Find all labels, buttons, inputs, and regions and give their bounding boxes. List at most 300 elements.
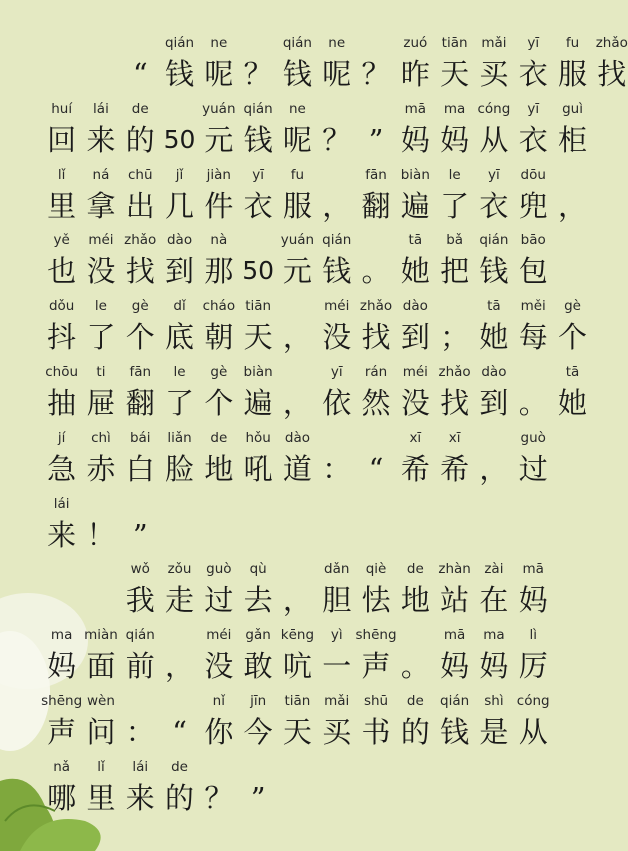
hanzi: 然 [361, 386, 391, 420]
character [356, 164, 395, 226]
hanzi: 找 [125, 254, 155, 289]
pinyin: liǎn [167, 429, 192, 446]
hanzi: 过 [518, 451, 548, 486]
pinyin: tā [565, 364, 580, 380]
hanzi: 走 [165, 583, 195, 618]
pinyin: de [210, 429, 228, 446]
punctuation [317, 98, 356, 160]
pinyin: huí [51, 100, 73, 117]
character [396, 295, 435, 357]
hanzi: 没 [86, 254, 116, 289]
hanzi: 妈 [479, 649, 509, 684]
punctuation [121, 32, 160, 94]
character [238, 164, 277, 226]
pinyin: yuán [280, 232, 315, 249]
character [553, 295, 592, 357]
pinyin: cháo [202, 298, 236, 315]
punctuation [278, 558, 317, 620]
hanzi: 天 [282, 715, 312, 749]
hanzi: 个 [125, 320, 155, 355]
character [160, 756, 199, 818]
character [199, 361, 238, 423]
character [356, 295, 395, 357]
punctuation [238, 32, 277, 94]
pinyin: mā [404, 100, 427, 117]
character [121, 427, 160, 489]
hanzi: 妈 [518, 583, 548, 618]
hanzi: 厉 [518, 649, 548, 684]
pinyin: yě [53, 232, 70, 249]
pinyin: nǐ [212, 693, 225, 709]
hanzi: 没 [400, 386, 430, 420]
hanzi: 声 [361, 649, 391, 684]
hanzi: 屉 [86, 386, 116, 420]
hanzi: 服 [282, 188, 312, 223]
pinyin: dǒu [48, 298, 75, 315]
pinyin: fu [565, 35, 580, 51]
pinyin: jīn [250, 693, 267, 709]
character [474, 690, 513, 752]
hanzi: 从 [479, 122, 509, 157]
pinyin: le [94, 298, 107, 315]
hanzi: 急 [47, 451, 77, 486]
hanzi: 天 [440, 57, 470, 91]
punctuation [474, 427, 513, 489]
punctuation [121, 690, 160, 752]
pinyin: chōu [45, 364, 79, 380]
character [514, 690, 553, 752]
character [81, 98, 120, 160]
hanzi: 衣 [518, 122, 548, 157]
hanzi: 面 [86, 649, 116, 684]
hanzi: 站 [440, 583, 470, 618]
pinyin: jǐ [175, 166, 184, 183]
pinyin: mā [522, 561, 544, 578]
character [474, 98, 513, 160]
character [396, 427, 435, 489]
pinyin: dōu [520, 166, 546, 183]
hanzi: 一 [322, 649, 352, 684]
hanzi: 哪 [47, 780, 77, 815]
pinyin: qián [440, 693, 470, 709]
character [396, 690, 435, 752]
character [238, 624, 277, 686]
text-line [0, 98, 628, 160]
pinyin: dào [481, 364, 507, 380]
character [121, 295, 160, 357]
punctuation [160, 690, 199, 752]
hanzi: 呢 [282, 122, 312, 157]
pinyin: bǎ [446, 232, 464, 249]
character [160, 361, 199, 423]
pinyin: zài [484, 561, 504, 578]
hanzi: 她 [400, 254, 430, 289]
punctuation [317, 427, 356, 489]
hanzi: 问 [86, 715, 116, 749]
character [317, 690, 356, 752]
hanzi: 了 [165, 386, 195, 420]
hanzi: 地 [204, 451, 234, 486]
pinyin: lái [53, 495, 70, 512]
character [238, 295, 277, 357]
pinyin: wǒ [130, 561, 150, 578]
character [160, 229, 199, 291]
hanzi: ， [165, 649, 195, 684]
character [514, 427, 553, 489]
pinyin: zhǎo [124, 232, 157, 249]
hanzi: 的 [400, 715, 430, 749]
text-line [0, 427, 628, 489]
pinyin: dào [284, 429, 310, 446]
pinyin: zhǎo [595, 35, 628, 51]
pinyin: yì [330, 627, 343, 644]
character [42, 756, 81, 818]
hanzi: 过 [204, 583, 234, 618]
hanzi: 钱 [282, 57, 312, 91]
hanzi: 是 [479, 715, 509, 749]
hanzi: 在 [479, 583, 509, 618]
punctuation [121, 493, 160, 555]
hanzi: 前 [125, 649, 155, 684]
character [317, 624, 356, 686]
punctuation [396, 624, 435, 686]
hanzi: 抖 [47, 320, 77, 355]
character [199, 229, 238, 291]
pinyin: gè [210, 364, 228, 380]
hanzi: ！ [86, 517, 116, 552]
pinyin: zhǎo [359, 298, 393, 315]
character [474, 164, 513, 226]
pinyin: méi [88, 232, 114, 249]
character [474, 295, 513, 357]
punctuation [278, 361, 317, 423]
hanzi: 妈 [440, 649, 470, 684]
pinyin: jí [57, 429, 66, 446]
pinyin: lái [93, 100, 109, 117]
hanzi: 妈 [47, 649, 77, 684]
text-line [0, 690, 628, 752]
hanzi: 钱 [440, 715, 470, 749]
pinyin: hǒu [245, 429, 271, 446]
pinyin: mā [443, 627, 466, 644]
pinyin: qián [479, 232, 509, 249]
character [514, 164, 553, 226]
hanzi: 找 [597, 57, 627, 91]
hanzi: 书 [361, 715, 391, 749]
hanzi: 希 [440, 451, 470, 486]
character [238, 427, 277, 489]
hanzi: 把 [440, 254, 470, 289]
hanzi: 件 [204, 188, 234, 223]
character [199, 624, 238, 686]
character [317, 295, 356, 357]
character [199, 558, 238, 620]
pinyin: xī [448, 429, 461, 446]
hanzi: 了 [86, 320, 116, 355]
text-line [0, 32, 628, 94]
pinyin: yī [527, 100, 540, 117]
hanzi: 白 [125, 451, 155, 486]
character [435, 690, 474, 752]
character [81, 229, 120, 291]
hanzi: 兜 [518, 188, 548, 223]
character [42, 295, 81, 357]
character [160, 558, 199, 620]
character [121, 229, 160, 291]
character [199, 427, 238, 489]
pinyin: bāo [520, 232, 546, 249]
hanzi: 买 [322, 715, 352, 749]
character [553, 98, 592, 160]
hanzi: 她 [479, 320, 509, 355]
hanzi: 呢 [204, 57, 234, 91]
hanzi: 到 [400, 320, 430, 355]
pinyin: yī [252, 166, 264, 183]
pinyin: lì [529, 627, 537, 644]
punctuation [356, 427, 395, 489]
hanzi: 个 [204, 386, 234, 420]
character [435, 98, 474, 160]
character [435, 229, 474, 291]
hanzi: 去 [243, 583, 273, 618]
character [278, 624, 317, 686]
pinyin: ma [50, 627, 73, 644]
pinyin: mǎi [481, 35, 507, 51]
punctuation [553, 164, 592, 226]
pinyin: jiàn [206, 166, 231, 183]
character [42, 361, 81, 423]
character [474, 32, 513, 94]
hanzi: 她 [558, 386, 588, 420]
punctuation [199, 756, 238, 818]
character [121, 98, 160, 160]
character [514, 32, 553, 94]
character [81, 624, 120, 686]
hanzi: 地 [400, 583, 430, 618]
hanzi: 你 [204, 715, 234, 749]
pinyin: měi [520, 298, 546, 315]
character [121, 164, 160, 226]
hanzi: 声 [47, 715, 77, 749]
hanzi: ： [125, 715, 155, 749]
punctuation [435, 295, 474, 357]
hanzi: 钱 [479, 254, 509, 289]
character [356, 690, 395, 752]
hanzi: 那 [204, 254, 234, 289]
hanzi: 衣 [518, 57, 548, 91]
pinyin: fu [290, 166, 305, 183]
character [42, 624, 81, 686]
character [199, 98, 238, 160]
pinyin: zhǎo [438, 364, 471, 380]
hanzi: 没 [204, 649, 234, 684]
hanzi: 也 [47, 254, 77, 289]
pinyin: ná [92, 166, 110, 183]
character [396, 361, 435, 423]
character [474, 624, 513, 686]
hanzi: 包 [518, 254, 548, 289]
hanzi: 钱 [322, 254, 352, 289]
character [356, 624, 395, 686]
character [199, 690, 238, 752]
hanzi: 抽 [47, 386, 77, 420]
hanzi: 钱 [165, 57, 195, 91]
pinyin: shū [363, 693, 389, 709]
pinyin: zhàn [438, 561, 471, 578]
character [514, 624, 553, 686]
hanzi: “ [132, 57, 148, 91]
punctuation [514, 361, 553, 423]
character [317, 229, 356, 291]
pinyin: nà [210, 232, 228, 249]
pinyin: guì [562, 100, 583, 117]
character [435, 624, 474, 686]
character [42, 427, 81, 489]
hanzi: 服 [558, 57, 588, 91]
character [199, 295, 238, 357]
pinyin: méi [324, 298, 350, 315]
pinyin: zǒu [167, 561, 192, 578]
hanzi: “ [172, 715, 187, 749]
pinyin: tiān [245, 298, 272, 315]
pinyin: ma [443, 100, 466, 117]
hanzi: 找 [440, 386, 470, 420]
pinyin: gǎn [245, 627, 271, 644]
character [396, 229, 435, 291]
hanzi: 妈 [440, 122, 470, 157]
pinyin: de [171, 758, 188, 775]
pinyin: zuó [403, 35, 428, 51]
pinyin: lǐ [97, 758, 105, 775]
punctuation [356, 98, 395, 160]
character [356, 558, 395, 620]
pinyin: biàn [243, 364, 273, 380]
punctuation [81, 493, 120, 555]
character [553, 361, 592, 423]
hanzi: 妈 [400, 122, 430, 157]
character [396, 164, 435, 226]
hanzi: 到 [479, 386, 509, 420]
pinyin: yī [330, 364, 343, 380]
hanzi: 呢 [322, 57, 352, 91]
character [278, 164, 317, 226]
text-line [0, 361, 628, 423]
pinyin: de [131, 100, 149, 117]
hanzi: ” [132, 517, 148, 552]
hanzi: 希 [400, 451, 430, 486]
hanzi: ， [322, 188, 352, 223]
punctuation [160, 624, 199, 686]
character [42, 164, 81, 226]
pinyin: gè [131, 298, 149, 315]
pinyin: ne [328, 35, 346, 51]
hanzi: 的 [125, 122, 155, 157]
punctuation [356, 229, 395, 291]
pinyin: dǎn [324, 561, 350, 578]
text-line [0, 164, 628, 226]
character [81, 295, 120, 357]
character [514, 558, 553, 620]
character [317, 558, 356, 620]
punctuation [278, 295, 317, 357]
hanzi: 来 [86, 122, 116, 157]
pinyin: qù [249, 561, 267, 578]
hanzi: 每 [518, 320, 548, 355]
hanzi: 脸 [165, 451, 195, 486]
pinyin: qiè [365, 561, 387, 578]
hanzi: ： [322, 451, 352, 486]
hanzi: 来 [125, 780, 155, 815]
pinyin: rán [364, 364, 388, 380]
pinyin: le [173, 364, 186, 380]
hanzi: 拿 [86, 188, 116, 223]
hanzi: 赤 [86, 451, 116, 486]
hanzi: 钱 [243, 122, 273, 157]
hanzi: 。 [518, 386, 548, 420]
character [592, 32, 628, 94]
pinyin: ti [96, 364, 106, 380]
character [238, 690, 277, 752]
pinyin: qián [125, 627, 155, 644]
pinyin: dǐ [173, 298, 186, 315]
pinyin: tā [487, 298, 501, 315]
pinyin: ma [483, 627, 505, 644]
character [317, 361, 356, 423]
hanzi: 道 [282, 451, 312, 486]
hanzi: 几 [165, 188, 195, 223]
pinyin: nǎ [53, 758, 71, 775]
character [238, 361, 277, 423]
hanzi: 朝 [204, 320, 234, 355]
character [474, 229, 513, 291]
hanzi: 个 [558, 320, 588, 355]
hanzi: 。 [400, 649, 430, 684]
character [278, 229, 317, 291]
pinyin: de [406, 693, 424, 709]
character [278, 98, 317, 160]
hanzi: ， [282, 386, 312, 420]
character [42, 493, 81, 555]
character [396, 32, 435, 94]
pinyin: chū [127, 166, 153, 183]
hanzi: 的 [165, 780, 195, 815]
punctuation [238, 756, 277, 818]
character [42, 690, 81, 752]
pinyin: yī [527, 35, 540, 51]
pinyin: yī [488, 166, 500, 183]
hanzi: ” [368, 122, 384, 157]
character [160, 32, 199, 94]
hanzi: ？ [204, 780, 234, 815]
pinyin: cóng [516, 693, 550, 709]
text-line [0, 624, 628, 686]
pinyin: shì [484, 693, 504, 709]
punctuation [356, 32, 395, 94]
hanzi: 遍 [243, 386, 273, 420]
character [514, 98, 553, 160]
character [553, 32, 592, 94]
punctuation [317, 164, 356, 226]
character [121, 361, 160, 423]
character [160, 295, 199, 357]
character [435, 427, 474, 489]
hanzi: 元 [204, 122, 234, 157]
pinyin: tiān [441, 35, 468, 51]
hanzi: ， [282, 583, 312, 618]
pinyin: fān [129, 364, 152, 380]
hanzi: 衣 [243, 188, 273, 223]
pinyin: qián [243, 100, 273, 117]
